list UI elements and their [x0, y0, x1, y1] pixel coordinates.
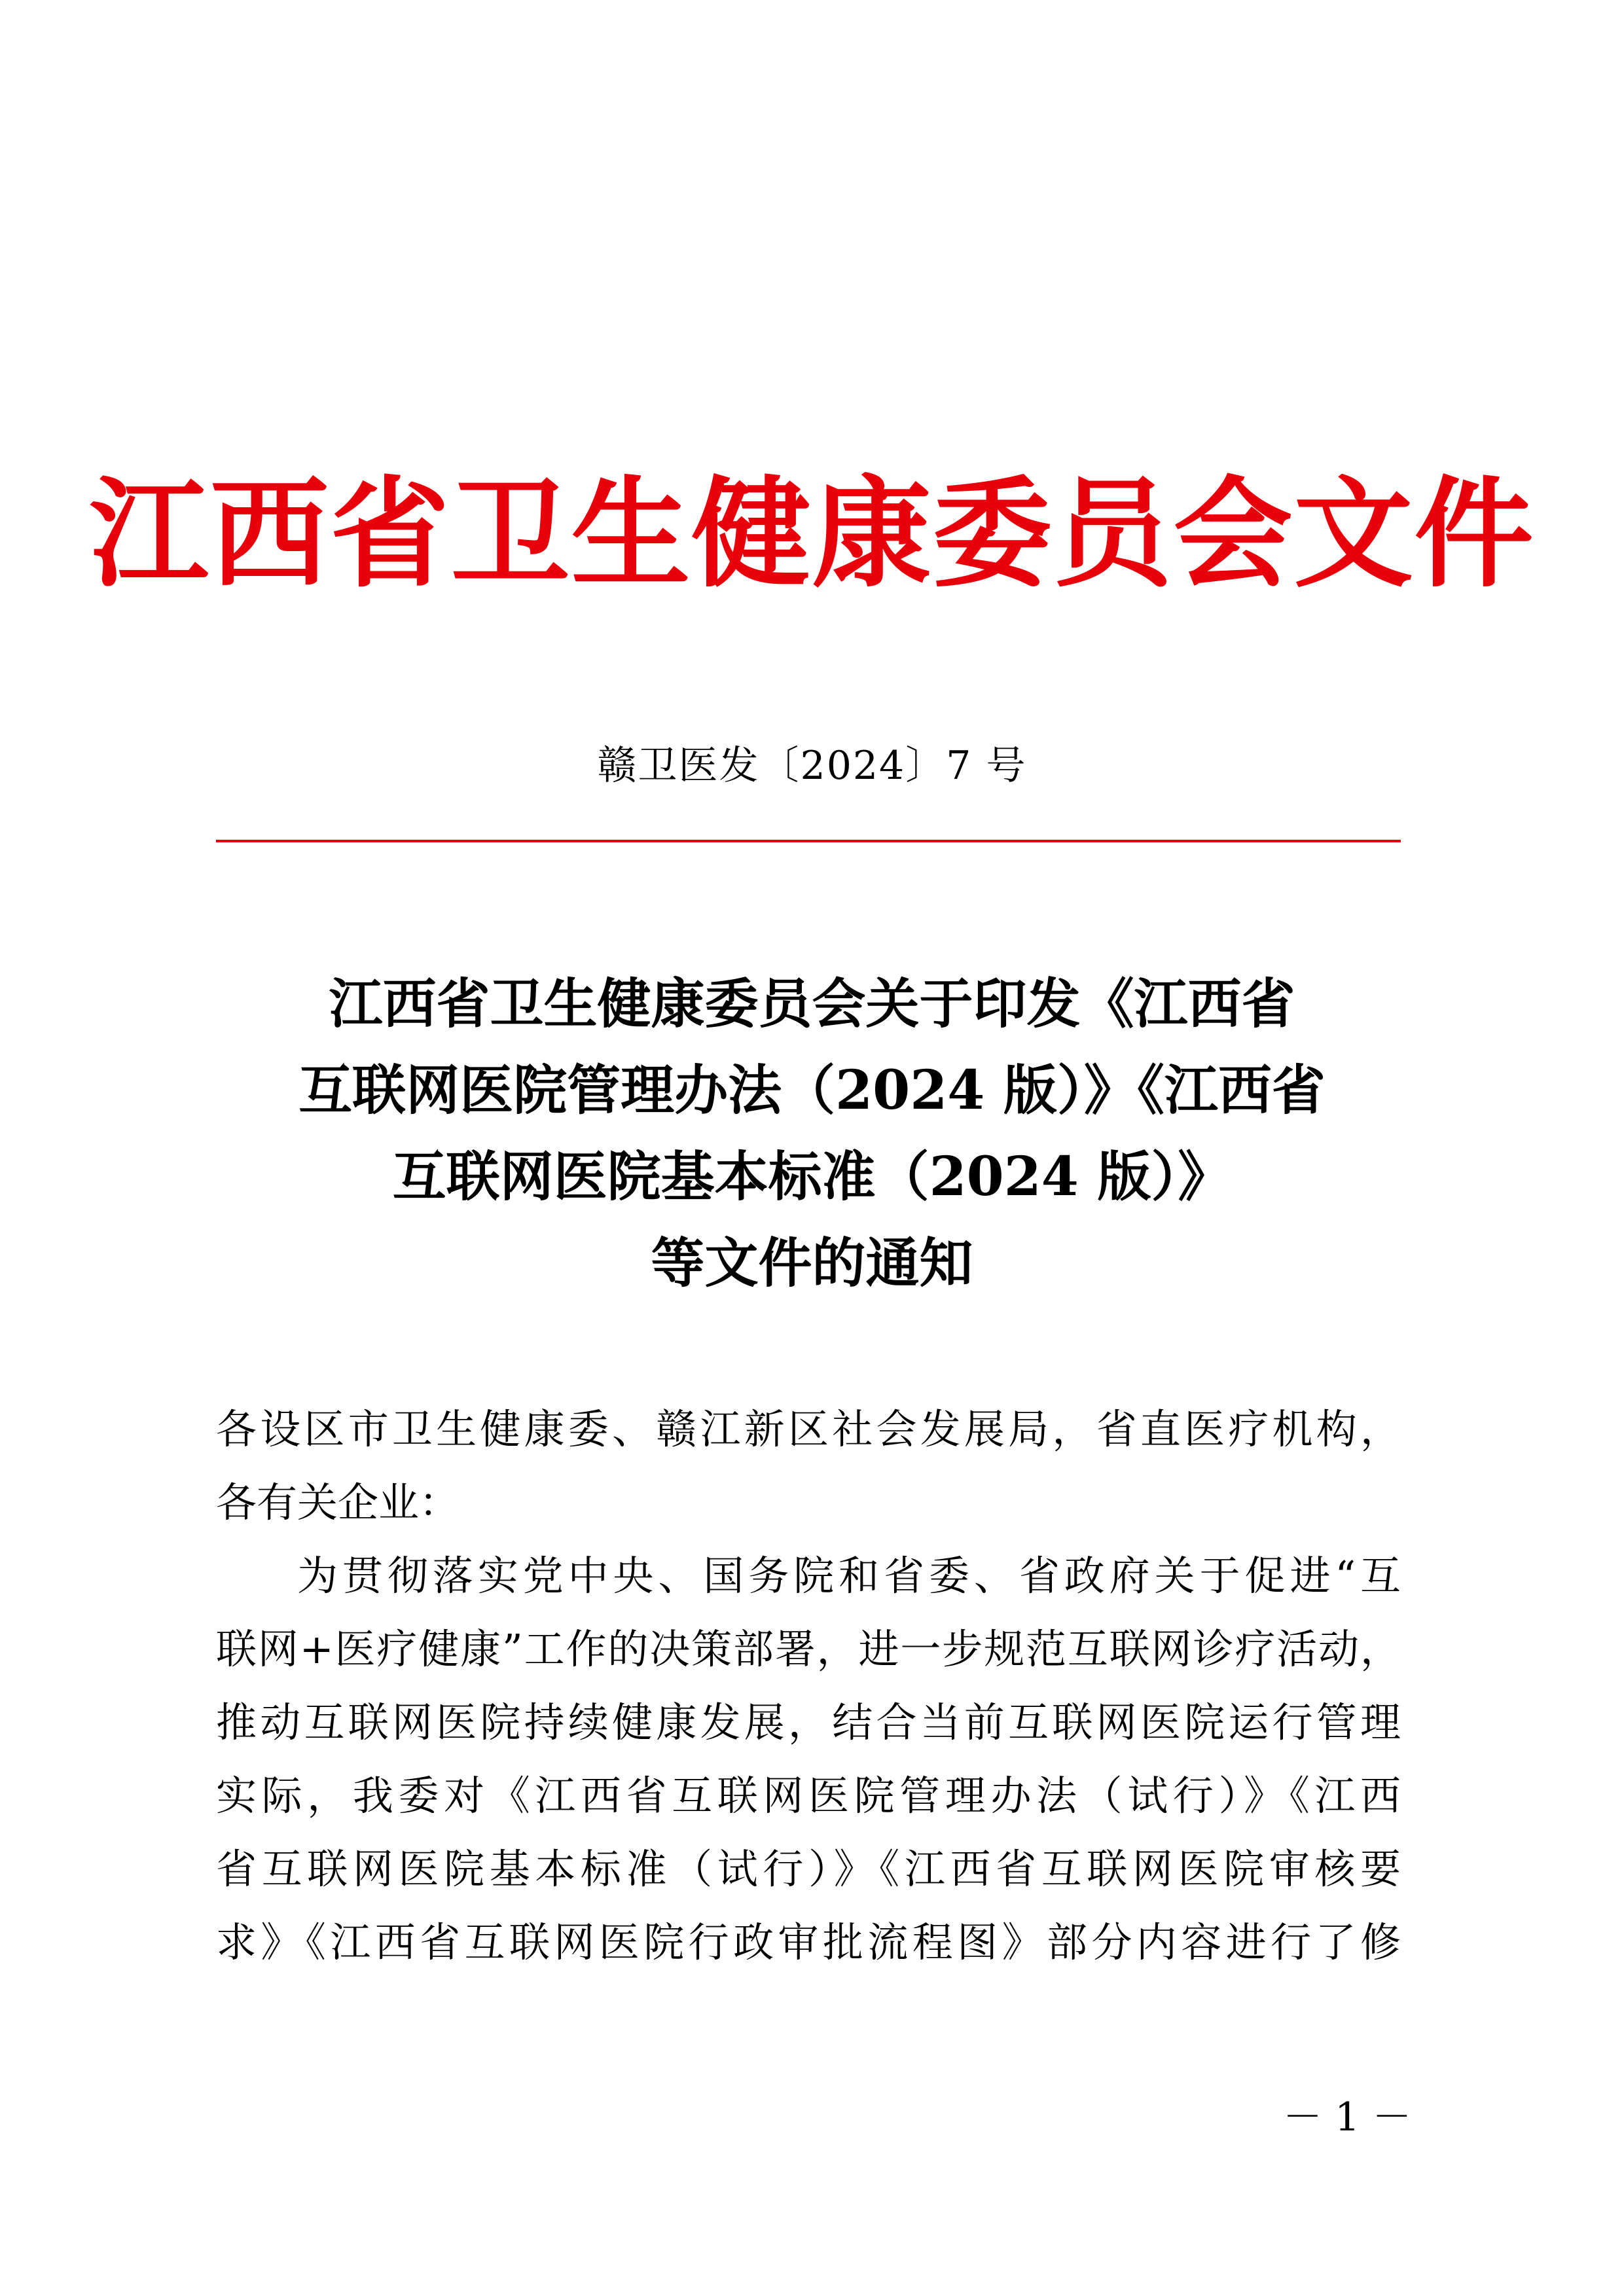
title-line: 江西省卫生健康委员会关于印发《江西省: [329, 973, 1295, 1035]
document-masthead: 江西省卫生健康委员会文件: [89, 463, 1535, 603]
notice-body: [216, 1393, 1401, 1979]
body-paragraph-line: 为贯彻落实党中央、国务院和省委、省政府关于促进“互: [297, 1552, 1401, 1600]
document-number: 赣卫医发〔2024〕7 号: [597, 743, 1027, 789]
page-number: － 1 －: [1283, 2094, 1412, 2140]
body-paragraph-line: 实际，我委对《江西省互联网医院管理办法（试行）》《江西: [216, 1772, 1401, 1820]
title-line: 互联网医院管理办法（2024 版）》《江西省: [298, 1059, 1326, 1122]
body-paragraph-line: 求》《江西省互联网医院行政审批流程图》部分内容进行了修: [216, 1918, 1401, 1966]
addressee-line: 各设区市卫生健康委、赣江新区社会发展局，省直医疗机构，: [216, 1405, 1401, 1453]
title-line: 等文件的通知: [651, 1232, 973, 1295]
title-line: 互联网医院基本标准（2024 版）》: [392, 1145, 1232, 1208]
notice-title: [131, 961, 1493, 1306]
body-paragraph-line: 联网+医疗健康”工作的决策部署，进一步规范互联网诊疗活动，: [216, 1625, 1401, 1673]
body-paragraph-line: 推动互联网医院持续健康发展，结合当前互联网医院运行管理: [216, 1698, 1401, 1746]
body-paragraph-line: 省互联网医院基本标准（试行）》《江西省互联网医院审核要: [216, 1845, 1401, 1893]
addressee-line: 各有关企业：: [216, 1479, 460, 1526]
red-divider-line: [216, 840, 1401, 842]
